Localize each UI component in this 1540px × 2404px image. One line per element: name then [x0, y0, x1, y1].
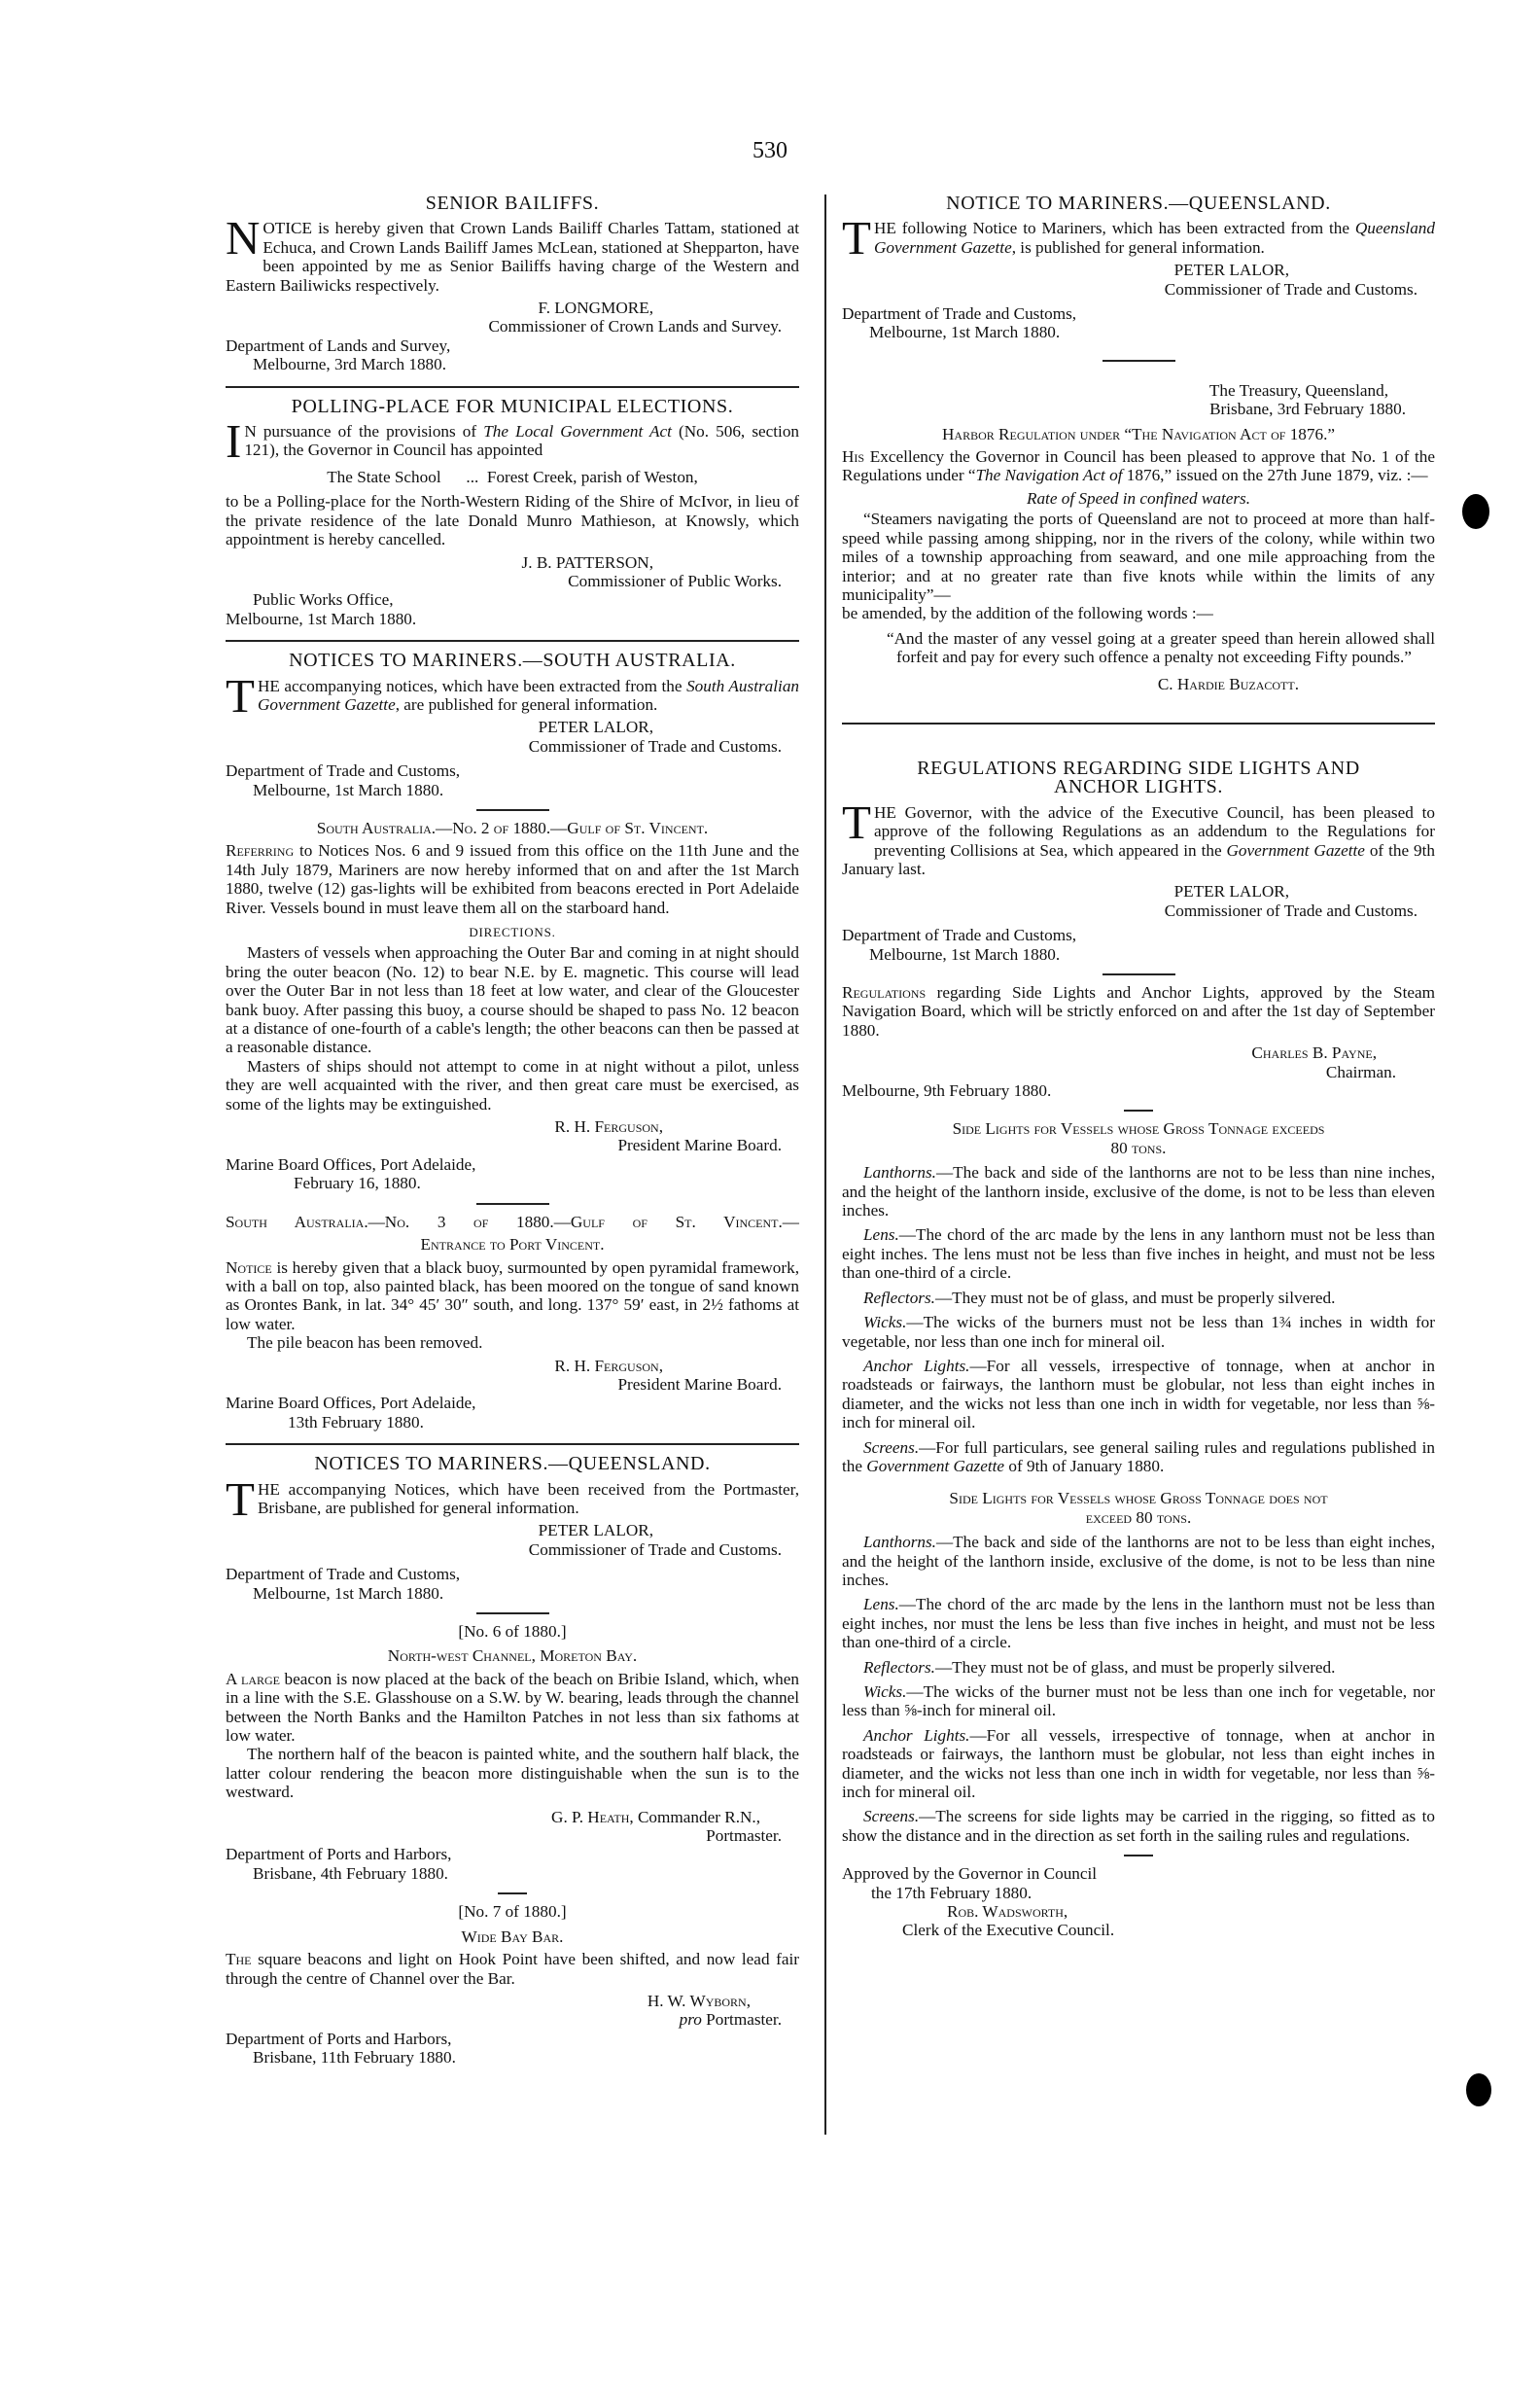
date-line: Melbourne, 3rd March 1880. [253, 355, 447, 374]
office-line: Department of Trade and Customs, [842, 926, 1077, 945]
gazette-title: Government Gazette [866, 1456, 1005, 1475]
polling-place-notice [226, 395, 800, 628]
notice-body [226, 1258, 799, 1334]
section-divider [226, 640, 799, 642]
notice-body [226, 414, 800, 469]
section-divider [226, 386, 799, 388]
office-line: Department of Trade and Customs, [842, 304, 1077, 324]
section-heading: NOTICES TO MARINERS.—SOUTH AUSTRALIA. [289, 650, 736, 672]
item-text: —The back and side of the lanthorns are not to be less than nine inches, and the height of the lanthorn inside, exclusive of the dome, is not to be less than eleven inches. [842, 1163, 1435, 1220]
lead-word: The [226, 1950, 252, 1969]
regulation-title: Harbor Regulation under “The Navigation Act of 1876.” [941, 424, 1336, 443]
approval-date: the 17th February 1880. [871, 1883, 1032, 1902]
body-text: to Notices Nos. 6 and 9 issued from this office on the 11th June and the 14th July 1879, Mariners are now hereby informed that on and after the 1st March 1880, twelve (12) gas-lights will be exhibited from beacons erected in Port Adelaide River. Vessels bound in must leave them all on the starboard hand. [226, 841, 799, 917]
date-line: 13th February 1880. [288, 1412, 424, 1432]
notice-body-continued: The northern half of the beacon is painted white, and the southern half black, the latter colour rendering the beacon more distinguishable when the sun is to the westward. [226, 1745, 799, 1802]
body-text: square beacons and light on Hook Point have been shifted, and now lead fair through the centre of Channel over the Bar. [226, 1950, 799, 1988]
item-text: —The wicks of the burners must not be less than 1¾ inches in width for vegetable, nor less than one inch for mineral oil. [842, 1313, 1435, 1351]
side-lights-regulations [842, 757, 1435, 1940]
short-divider [476, 809, 549, 811]
body-text: , is published for general information. [1011, 237, 1265, 257]
date-line: February 16, 1880. [294, 1174, 421, 1193]
notice-intro [842, 211, 1435, 265]
regulation-item [842, 1807, 1435, 1845]
polling-place-listing: The State School ... Forest Creek, parish of Weston, [327, 467, 698, 486]
treasury-address: The Treasury, Queensland, [1208, 380, 1388, 400]
item-label: Screens. [863, 1807, 920, 1826]
body-text: IN pursuance of the provisions of [226, 414, 484, 469]
punch-hole [1466, 2073, 1491, 2106]
item-text: —The wicks of the burner must not be less than one inch for vegetable, nor less than ⅝-inch for mineral oil. [842, 1682, 1435, 1720]
signatory-name: R. H. Ferguson, [554, 1117, 663, 1137]
body-text: is hereby given that a black buoy, surmounted by open pyramidal framework, with a ball on top, also painted black, has been moored on the tongue of sand known as Orontes Bank, in lat. 34° 45′ 30″ south, and long. 137° 59′ east, in 2½ fathoms at low water. [226, 1257, 799, 1333]
clerk-title: Clerk of the Executive Council. [902, 1921, 1115, 1940]
treasury-date: Brisbane, 3rd February 1880. [1209, 400, 1406, 419]
punch-hole [1462, 494, 1489, 529]
right-column [842, 191, 1435, 1940]
lead-word: His [842, 447, 865, 467]
mariners-south-australia [226, 652, 799, 1432]
item-text: —For all vessels, irrespective of tonnage, when at anchor in roadsteads or fairways, the lanthorn must be globular, not less than eight inches in diameter, and the wicks not less than one inch in width for vegetable, nor less than ⅝-inch for mineral oil. [842, 1356, 1435, 1432]
page-number: 530 [752, 138, 788, 163]
lead-word: Referring [226, 841, 295, 861]
section-heading: REGULATIONS REGARDING SIDE LIGHTS AND [917, 757, 1360, 779]
office-line: Marine Board Offices, Port Adelaide, [226, 1394, 476, 1413]
short-divider [1124, 1110, 1153, 1112]
notice-body [226, 1670, 799, 1746]
office-line: Marine Board Offices, Port Adelaide, [226, 1154, 476, 1174]
signatory-title: Commissioner of Trade and Customs. [528, 1539, 782, 1559]
item-text: —The screens for side lights may be carried in the rigging, so fitted as to show the distance and in the direction as set forth in the sailing rules and regulations. [842, 1807, 1435, 1845]
notice-intro [226, 668, 800, 723]
approval-line: Approved by the Governor in Council [842, 1864, 1098, 1884]
notice-title: North-west Channel, Moreton Bay. [387, 1646, 638, 1666]
regulation-item [842, 1289, 1435, 1307]
notice-to-mariners-queensland [842, 194, 1435, 693]
item-text: —They must not be of glass, and must be properly silvered. [934, 1288, 1336, 1307]
section-heading-continued: ANCHOR LIGHTS. [1054, 776, 1223, 798]
notice-number: [No. 6 of 1880.] [458, 1622, 567, 1641]
item-label: Anchor Lights. [863, 1725, 970, 1745]
signatory-title [226, 2010, 799, 2029]
signatory-name: PETER LALOR, [1173, 261, 1289, 280]
notice-title: South Australia.—No. 2 of 1880.—Gulf of St. Vincent. [316, 818, 709, 837]
regulation-item [842, 1595, 1435, 1651]
notice-body [226, 1950, 799, 1988]
date-line: Melbourne, 1st March 1880. [869, 323, 1061, 342]
subsection-title-continued: 80 tons. [1110, 1138, 1167, 1157]
signatory-rank: , Commander R.N., [629, 1807, 760, 1826]
signatory-surname: G. P. Heath [551, 1807, 630, 1826]
date-line: Brisbane, 11th February 1880. [253, 2048, 456, 2068]
item-label: Lens. [863, 1595, 899, 1614]
section-heading: NOTICES TO MARINERS.—QUEENSLAND. [314, 1453, 711, 1475]
office-line: Department of Trade and Customs, [226, 761, 461, 781]
regulation-item [842, 1313, 1435, 1351]
body-text: (No. 506, section 121), the Governor in Council has appointed [244, 422, 800, 460]
body-text: Excellency the Governor in Council has been pleased to approve that No. 1 of the Regulations under “ [842, 447, 1435, 485]
item-label: Lens. [863, 1225, 899, 1245]
notice-intro [842, 795, 1435, 879]
notice-body: NOTICE is hereby given that Crown Lands Bailiff Charles Tattam, stationed at Echuca, and Crown Lands Bailiff James McLean, stationed at Shepparton, have been appointed by me as Senior Bailiffs having charge of the Western and Eastern Bailiwicks respectively. [226, 211, 799, 295]
signatory-name: PETER LALOR, [538, 718, 653, 737]
directions-paragraph: Masters of vessels when approaching the Outer Bar and coming in at night should bring the outer beacon (No. 12) to bear N.E. by E. magnetic. This course will lead over the Outer Bar in not less than 18 feet at low water, and clear of the Gloucester bank buoy. After passing this buoy, a course should be shaped to pass No. 12 beacon at a distance of one-fourth of a cable's length; the other beacons can then be passed at a reasonable distance. [226, 943, 799, 1057]
date-line: Brisbane, 4th February 1880. [253, 1863, 448, 1883]
subsection-title-continued: exceed 80 tons. [1085, 1507, 1192, 1527]
pro-label: pro [679, 2010, 702, 2030]
body-text: regarding Side Lights and Anchor Lights, approved by the Steam Navigation Board, which will be strictly enforced on and after the 1st day of September 1880. [842, 983, 1435, 1040]
short-divider [1102, 973, 1175, 975]
item-text: —For all vessels, irrespective of tonnage, when at anchor in roadsteads or fairways, the lanthorn must be globular, not less than eight inches in diameter, and the wicks not less than one inch in width for vegetable, nor less than ⅝-inch for mineral oil. [842, 1725, 1435, 1802]
body-text: THE following Notice to Mariners, which has been extracted from the [842, 211, 1355, 265]
signatory-title: Commissioner of Trade and Customs. [528, 736, 782, 756]
act-title: The Navigation Act of [975, 466, 1123, 485]
section-heading: SENIOR BAILIFFS. [425, 193, 600, 214]
lead-word: Notice [226, 1257, 272, 1277]
notice-body [226, 841, 799, 917]
directions-label: DIRECTIONS. [469, 925, 556, 939]
column-divider [824, 194, 826, 2135]
body-text: beacon is now placed at the back of the beach on Bribie Island, which, when in a line with the S.E. Glasshouse on a S.W. by W. bearing, leads through the channel between the North Banks and the Hamilton Patches in not less than six fathoms at low water. [226, 1669, 799, 1746]
gazette-title: Queensland Government Gazette [873, 219, 1435, 257]
section-divider [226, 1443, 799, 1445]
item-label: Anchor Lights. [863, 1356, 970, 1375]
act-title: The Local Government Act [483, 422, 672, 442]
clerk-name: Rob. Wadsworth, [947, 1902, 1068, 1922]
subsection-title: Side Lights for Vessels whose Gross Tonnage does not [949, 1489, 1328, 1508]
left-column [226, 191, 799, 2068]
board-regulation-body [842, 983, 1435, 1040]
date-line: Melbourne, 1st March 1880. [869, 944, 1061, 964]
signatory-name: J. B. PATTERSON, [521, 552, 653, 572]
item-text: —The chord of the arc made by the lens in any lanthorn must not be less than eight inches. The lens must not be less than five inches in height, and must not be less than one-third of a circle. [842, 1225, 1435, 1283]
board-signatory: Charles B. Payne, [1251, 1043, 1377, 1063]
board-date: Melbourne, 9th February 1880. [842, 1081, 1052, 1101]
signatory-title: Commissioner of Crown Lands and Survey. [488, 317, 782, 336]
signatory-name: PETER LALOR, [538, 1521, 653, 1540]
signatory-title: President Marine Board. [617, 1136, 782, 1155]
signatory-title: Commissioner of Trade and Customs. [1164, 279, 1418, 299]
senior-bailiffs-notice [226, 194, 799, 374]
body-text: , are published for general information. [395, 694, 658, 714]
regulation-item [842, 1438, 1435, 1476]
mariners-queensland [226, 1455, 799, 2067]
body-text: THE Governor, with the advice of the Executive Council, has been pleased to approve of the following Regulations as an addendum to the Regulations for preventing Collisions at Sea, which appeared in the [842, 795, 1435, 860]
section-heading: POLLING-PLACE FOR MUNICIPAL ELECTIONS. [291, 395, 734, 417]
notice-title: Wide Bay Bar. [461, 1927, 564, 1946]
office-line: Department of Ports and Harbors, [226, 2029, 452, 2048]
item-label: Reflectors. [863, 1657, 935, 1677]
body-text: THE accompanying notices, which have been extracted from the [226, 668, 687, 723]
regulation-items-over-80 [842, 1163, 1435, 1475]
speed-title: Rate of Speed in confined waters. [1026, 488, 1251, 508]
regulation-items-under-80 [842, 1533, 1435, 1845]
regulation-item [842, 1357, 1435, 1432]
office-line: Department of Lands and Survey, [226, 336, 451, 355]
short-divider [476, 1203, 549, 1205]
gazette-title: Government Gazette [1226, 840, 1365, 860]
item-label: Lanthorns. [863, 1533, 936, 1552]
item-label: Screens. [863, 1437, 920, 1457]
lead-word: Regulations [842, 983, 927, 1002]
signatory-name: R. H. Ferguson, [554, 1356, 663, 1375]
notice-number: [No. 7 of 1880.] [458, 1902, 567, 1922]
notice-body-continued: to be a Polling-place for the North-Western Riding of the Shire of McIvor, in lieu of the private residence of the late Donald Munro Mathieson, at Knowsly, which appointment is hereby cancelled. [226, 492, 799, 549]
date-line: Melbourne, 1st March 1880. [253, 1583, 444, 1603]
office-line: Department of Trade and Customs, [226, 1565, 461, 1584]
signatory-name: PETER LALOR, [1173, 882, 1289, 902]
board-signatory-title: Chairman. [1325, 1062, 1396, 1081]
short-divider [1124, 1855, 1153, 1856]
body-text: of the 9th January last. [842, 840, 1435, 878]
item-text: —They must not be of glass, and must be properly silvered. [934, 1657, 1336, 1677]
speed-regulation-quote: “Steamers navigating the ports of Queensland are not to proceed at more than half-speed while passing among shipping, nor in the rivers of the colony, while within two miles of a township approaching from seaward, and one mile approaching from the interior; and at no greater rate than five knots while within the limits of any municipality”— [842, 510, 1435, 604]
regulation-item [842, 1726, 1435, 1802]
notice-body-continued: The pile beacon has been removed. [247, 1333, 483, 1353]
office-line: Department of Ports and Harbors, [226, 1845, 452, 1864]
directions-paragraph: Masters of ships should not attempt to come in at night without a pilot, unless they are well acquainted with the river, and then great care must be exercised, as some of the lights may be extinguished. [226, 1056, 799, 1114]
item-label: Wicks. [863, 1682, 907, 1701]
short-divider [498, 1892, 527, 1894]
regulation-item [842, 1682, 1435, 1720]
regulation-item [842, 1533, 1435, 1589]
item-label: Reflectors. [863, 1288, 935, 1307]
regulation-body [842, 447, 1435, 485]
signatory-name [226, 1808, 799, 1826]
amendment-line: be amended, by the addition of the following words :— [842, 604, 1213, 623]
signatory-title: President Marine Board. [617, 1374, 782, 1394]
item-label: Wicks. [863, 1313, 907, 1332]
item-text: —The back and side of the lanthorns are not to be less than eight inches, and the height of the lanthorn inside, exclusive of the dome, is not to be less than nine inches. [842, 1533, 1435, 1589]
title-text: Portmaster. [701, 2010, 782, 2030]
notice-intro: THE accompanying Notices, which have been received from the Portmaster, Brisbane, are published for general information. [226, 1471, 799, 1526]
signatory-name: F. LONGMORE, [538, 299, 653, 318]
lead-word: A large [226, 1669, 281, 1688]
date-line: Melbourne, 1st March 1880. [226, 609, 417, 628]
regulation-item [842, 1225, 1435, 1282]
amendment-text: “And the master of any vessel going at a greater speed than herein allowed shall forfeit and pay for every such offence a penalty not exceeding Fifty pounds.” [887, 628, 1435, 667]
notice-title: South Australia.—No. 3 of 1880.—Gulf of St. Vincent.— [226, 1212, 799, 1231]
date-line: Melbourne, 1st March 1880. [253, 780, 444, 799]
section-heading: NOTICE TO MARINERS.—QUEENSLAND. [946, 193, 1331, 214]
regulation-item [842, 1658, 1435, 1677]
signatory-title: Portmaster. [706, 1826, 782, 1846]
item-text: —For full particulars, see general sailing rules and regulations published in the [842, 1437, 1435, 1475]
section-divider [842, 723, 1435, 725]
item-text: of 9th of January 1880. [1004, 1456, 1165, 1475]
short-divider [1102, 360, 1175, 362]
notice-subtitle: Entrance to Port Vincent. [420, 1235, 605, 1255]
gazette-title: South Australian Government Gazette [257, 676, 800, 714]
body-text: 1876,” issued on the 27th June 1879, viz. :— [1122, 466, 1428, 485]
signatory-name: C. Hardie Buzacott. [1157, 674, 1299, 693]
office-line: Public Works Office, [253, 590, 394, 610]
signatory-title: Commissioner of Trade and Customs. [1164, 901, 1418, 920]
signatory-name: H. W. Wyborn, [647, 1991, 751, 2010]
subsection-title: Side Lights for Vessels whose Gross Tonnage exceeds [952, 1119, 1325, 1139]
item-label: Lanthorns. [863, 1163, 936, 1183]
short-divider [476, 1612, 549, 1614]
regulation-item [842, 1163, 1435, 1220]
signatory-title: Commissioner of Public Works. [568, 571, 782, 590]
item-text: —The chord of the arc made by the lens in the lanthorn must not be less than eight inches, nor must the lens be less than five inches in height, and must not be less than one-third of a circle. [842, 1595, 1435, 1652]
